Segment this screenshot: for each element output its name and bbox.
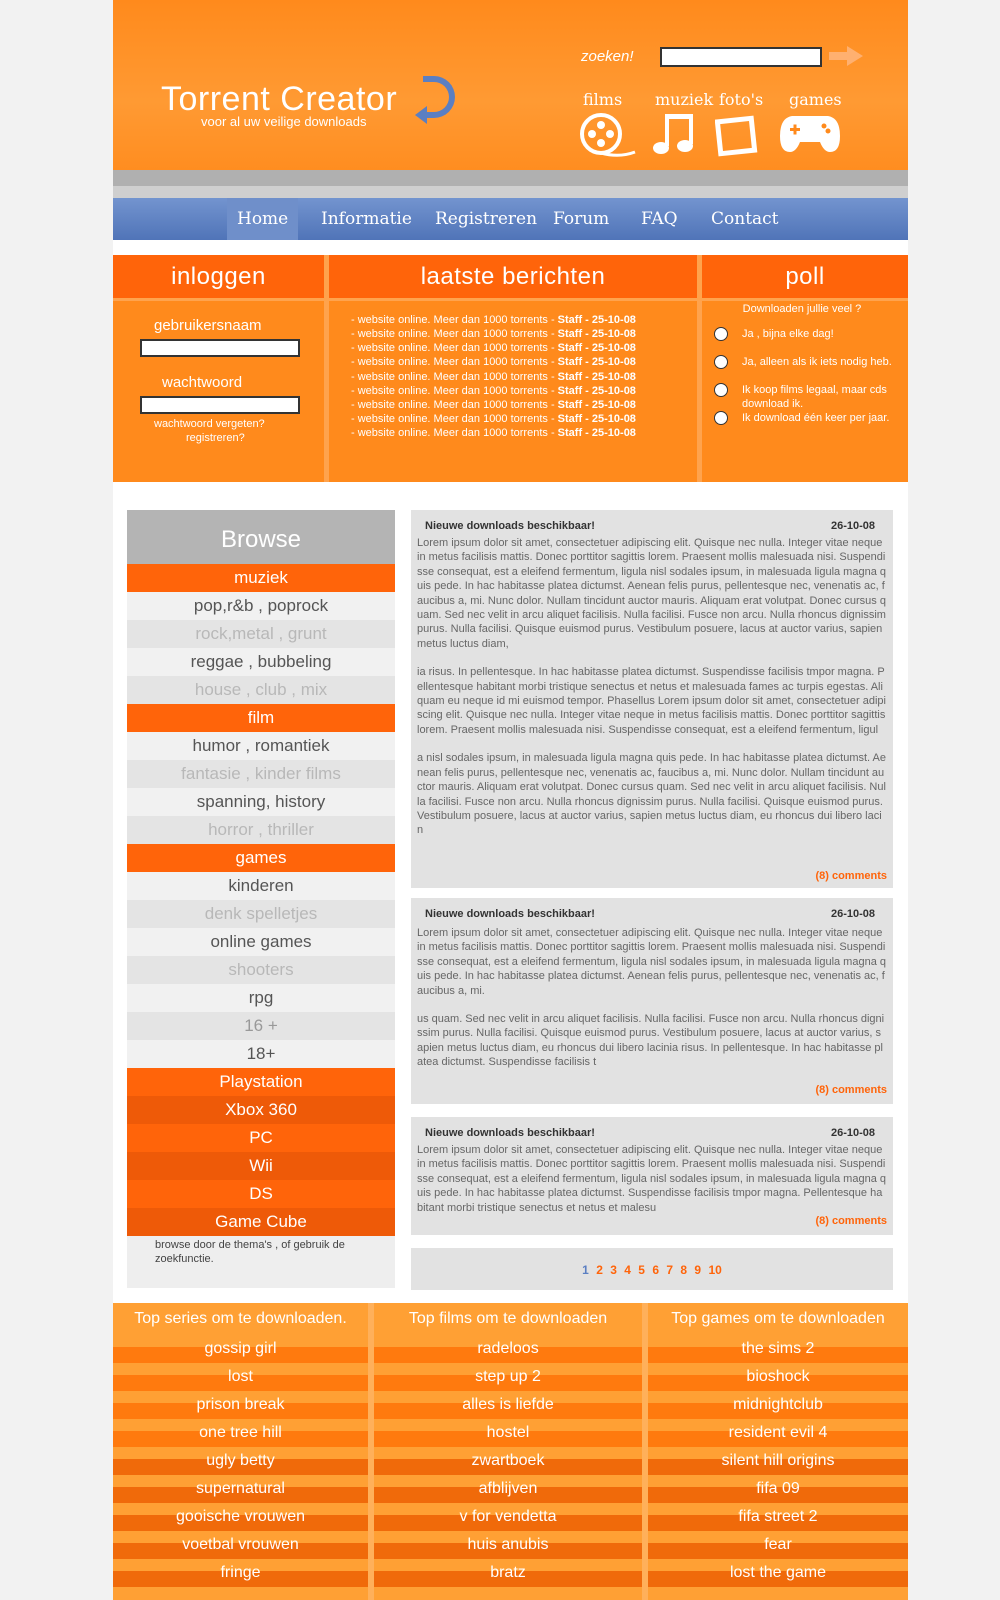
category-films-label[interactable]: films — [583, 90, 623, 109]
post-date: 26-10-08 — [830, 908, 875, 920]
radio-button[interactable] — [714, 327, 728, 341]
post-body — [417, 536, 887, 852]
sidebar-platform[interactable]: Playstation — [127, 1068, 395, 1096]
news-post — [411, 510, 893, 888]
category-games-label[interactable]: games — [789, 90, 842, 109]
top-series-item[interactable]: ugly betty — [113, 1447, 368, 1475]
forgot-password-link[interactable]: wachtwoord vergeten? — [154, 418, 265, 430]
sidebar-item[interactable]: house , club , mix — [127, 676, 395, 704]
post-paragraph: Lorem ipsum dolor sit amet, consectetuer adipiscing elit. Quisque nec nulla. Integer vitae neque in metus facilisis mattis. Donec porttitor sagittis lorem. Praesent mollis malesuada nisi. Suspendisse consequat, est a eleifend fermentum, ligula nisl sodales ipsum, in malesuada ligula magna quis pede. In hac habitasse platea dictumst. Suspendisse facilisis tmpor magna. Pellentesque habitant morbi tristique senectus et netus et malesu — [417, 1144, 886, 1214]
username-input[interactable] — [140, 339, 300, 357]
top-games-column — [648, 1303, 908, 1600]
news-item[interactable]: - website online. Meer dan 1000 torrents - Staff - 25-10-08 — [351, 356, 636, 368]
pagination — [411, 1248, 893, 1290]
sidebar-item[interactable]: reggae , bubbeling — [127, 648, 395, 676]
top-films-column — [374, 1303, 642, 1600]
password-input[interactable] — [140, 396, 300, 414]
username-label: gebruikersnaam — [154, 317, 262, 334]
nav-forum[interactable]: Forum — [553, 209, 610, 229]
page-link[interactable]: 7 — [666, 1263, 674, 1277]
poll-question: Downloaden jullie veel ? — [742, 303, 862, 315]
post-comments-link[interactable]: (8) comments — [815, 1215, 887, 1227]
nav-informatie[interactable]: Informatie — [321, 209, 412, 229]
sidebar-cat-film[interactable]: film — [127, 704, 395, 732]
top-series-column — [113, 1303, 368, 1600]
news-post — [411, 898, 893, 1104]
post-body — [417, 926, 887, 1084]
news-item[interactable]: - website online. Meer dan 1000 torrents - Staff - 25-10-08 — [351, 314, 636, 326]
top-films-title: Top films om te downloaden — [408, 1310, 608, 1327]
header — [113, 0, 908, 170]
page-link[interactable]: 3 — [610, 1263, 617, 1277]
login-box — [113, 255, 324, 482]
logo-arrow-icon — [423, 76, 455, 118]
post-paragraph: Lorem ipsum dolor sit amet, consectetuer adipiscing elit. Quisque nec nulla. Integer vitae neque in metus facilisis mattis. Donec porttitor sagittis lorem. Praesent mollis malesuada nisi. Suspendisse consequat, est a eleifend fermentum, ligula nisl sodales ipsum, in malesuada ligula magna quis pede. In hac habitasse platea dictumst. Aenean felis purus, pellentesque nec, venenatis ac, faucibus a, mi. — [417, 927, 886, 997]
nav-registreren[interactable]: Registreren — [435, 209, 538, 229]
password-label: wachtwoord — [162, 374, 243, 391]
page-link[interactable]: 10 — [708, 1263, 722, 1277]
poll-option[interactable]: Ja, alleen als ik iets nodig heb. — [714, 355, 902, 369]
register-link[interactable]: registreren? — [186, 432, 245, 444]
film-reel-icon[interactable] — [579, 112, 639, 160]
sidebar-item[interactable]: online games — [127, 928, 395, 956]
page-link[interactable]: 1 — [582, 1263, 589, 1277]
post-comments-link[interactable]: (8) comments — [815, 870, 887, 882]
poll-option[interactable]: Ik koop films legaal, maar cds download ik. — [714, 383, 902, 411]
page-link[interactable]: 9 — [694, 1263, 702, 1277]
top-films-item[interactable]: radeloos — [374, 1335, 642, 1363]
login-separator — [113, 298, 324, 301]
top-films-item[interactable]: hostel — [374, 1419, 642, 1447]
poll-option[interactable]: Ik download één keer per jaar. — [714, 411, 902, 425]
news-item[interactable]: - website online. Meer dan 1000 torrents - Staff - 25-10-08 — [351, 342, 636, 354]
top-films-item[interactable]: v for vendetta — [374, 1503, 642, 1531]
post-title[interactable]: Nieuwe downloads beschikbaar! — [425, 908, 595, 920]
news-box — [329, 255, 697, 482]
news-item[interactable]: - website online. Meer dan 1000 torrents - Staff - 25-10-08 — [351, 427, 636, 439]
sidebar-cat-muziek[interactable]: muziek — [127, 564, 395, 592]
news-post — [411, 1117, 893, 1235]
nav-contact[interactable]: Contact — [711, 209, 779, 229]
sidebar-platform[interactable]: Wii — [127, 1152, 395, 1180]
sidebar-item[interactable]: shooters — [127, 956, 395, 984]
post-paragraph: a nisl sodales ipsum, in malesuada ligula magna quis pede. In hac habitasse platea dictumst. Aenean felis purus, pellentesque nec, venenatis ac, faucibus a, mi. Nunc dolor. Nullam tincidunt auctor mauris. Aliquam erat volutpat. Donec cursus quam. Sed nec velit in arcu aliquet facilisis. Nulla facilisi. Fusce non arcu. Nulla rhoncus dignissim purus. Nulla facilisi. Quisque euismod purus. Vestibulum posuere, lacus at auctor varius, sapien metus luctus diam, eu rhoncus dui libero lacin — [417, 752, 887, 837]
search-arrow-icon[interactable] — [829, 44, 865, 68]
news-item[interactable]: - website online. Meer dan 1000 torrents - Staff - 25-10-08 — [351, 385, 636, 397]
sidebar-platform[interactable]: DS — [127, 1180, 395, 1208]
sidebar-item[interactable]: 18+ — [127, 1040, 395, 1068]
poll-separator — [702, 298, 908, 301]
login-title: inloggen — [113, 255, 324, 298]
sidebar-item[interactable]: fantasie , kinder films — [127, 760, 395, 788]
sidebar-item[interactable]: humor , romantiek — [127, 732, 395, 760]
top-games-item[interactable]: fear — [648, 1531, 908, 1559]
poll-title: poll — [702, 255, 908, 298]
sidebar-item[interactable]: 16 + — [127, 1012, 395, 1040]
top-games-item[interactable]: bioshock — [648, 1363, 908, 1391]
news-item[interactable]: - website online. Meer dan 1000 torrents - Staff - 25-10-08 — [351, 371, 636, 383]
top-films-item[interactable]: huis anubis — [374, 1531, 642, 1559]
top-series-item[interactable]: gooische vrouwen — [113, 1503, 368, 1531]
top-series-item[interactable]: one tree hill — [113, 1419, 368, 1447]
top-games-item[interactable]: fifa street 2 — [648, 1503, 908, 1531]
poll-option[interactable]: Ja , bijna elke dag! — [714, 327, 902, 341]
top-films-item[interactable]: afblijven — [374, 1475, 642, 1503]
post-paragraph: Lorem ipsum dolor sit amet, consectetuer adipiscing elit. Quisque nec nulla. Integer vitae neque in metus facilisis mattis. Donec porttitor sagittis lorem. Praesent mollis malesuada nisi. Suspendisse consequat, est a eleifend fermentum, ligula nisl sodales ipsum, in malesuada ligula magna quis pede. In hac habitasse platea dictumst. Aenean felis purus, pellentesque nec, venenatis ac, faucibus a, mi. Nunc dolor. Nullam tincidunt auctor mauris. Aliquam erat volutpat. Donec cursus quam. Sed nec velit in arcu aliquet facilisis. Nulla facilisi. Fusce non arcu. Nulla rhoncus dignissim purus. Nulla facilisi. Quisque euismod purus. Vestibulum posuere, lacus at auctor varius, sapien metus luctus diam, — [417, 537, 886, 650]
radio-button[interactable] — [714, 355, 728, 369]
sidebar-item[interactable]: kinderen — [127, 872, 395, 900]
sidebar-item[interactable]: rock,metal , grunt — [127, 620, 395, 648]
main-nav — [113, 198, 908, 240]
news-item[interactable]: - website online. Meer dan 1000 torrents - Staff - 25-10-08 — [351, 399, 636, 411]
news-title: laatste berichten — [329, 255, 697, 298]
top-games-title: Top games om te downloaden — [671, 1310, 885, 1327]
post-date: 26-10-08 — [830, 1127, 875, 1139]
sidebar-cat-games[interactable]: games — [127, 844, 395, 872]
radio-button[interactable] — [714, 383, 728, 397]
top-films-item[interactable]: bratz — [374, 1559, 642, 1587]
browse-title: Browse — [127, 510, 395, 564]
nav-faq[interactable]: FAQ — [641, 209, 678, 229]
sidebar-item[interactable]: horror , thriller — [127, 816, 395, 844]
top-series-item[interactable]: fringe — [113, 1559, 368, 1587]
post-paragraph: ia risus. In pellentesque. In hac habitasse platea dictumst. Suspendisse facilisis tmpor magna. Pellentesque habitant morbi tristique senectus et netus et malesuada fames ac turpis egestas. Aliquam eu neque id mi euismod tempor. Phasellus Lorem ipsum dolor sit amet, consectetuer adipiscing elit. Quisque nec nulla. Integer vitae neque in metus facilisis mattis. Donec porttitor sagittis lorem. Praesent mollis malesuada nisi. Suspendisse consequat, est a eleifend fermentum, ligul — [417, 666, 886, 736]
site-logo[interactable]: Torrent Creator — [161, 80, 398, 118]
top-series-item[interactable]: gossip girl — [113, 1335, 368, 1363]
page-link[interactable]: 2 — [596, 1263, 603, 1277]
search-input[interactable] — [660, 47, 822, 67]
site-container — [113, 0, 908, 1600]
logo-arrowhead-icon — [415, 106, 427, 124]
nav-home[interactable]: Home — [227, 198, 298, 240]
sidebar-platform[interactable]: Xbox 360 — [127, 1096, 395, 1124]
photo-frame-icon[interactable] — [715, 112, 763, 158]
top-films-item[interactable]: step up 2 — [374, 1363, 642, 1391]
post-title[interactable]: Nieuwe downloads beschikbaar! — [425, 1127, 595, 1139]
top-series-item[interactable]: supernatural — [113, 1475, 368, 1503]
top-lists — [113, 1303, 908, 1600]
page-link[interactable]: 6 — [652, 1263, 660, 1277]
top-games-item[interactable]: resident evil 4 — [648, 1419, 908, 1447]
news-item[interactable]: - website online. Meer dan 1000 torrents - Staff - 25-10-08 — [351, 328, 636, 340]
poll-box — [702, 255, 908, 482]
top-series-item[interactable]: lost — [113, 1363, 368, 1391]
news-separator — [329, 298, 697, 301]
sidebar-note: browse door de thema's , of gebruik de zoekfunctie. — [155, 1239, 345, 1265]
search-label: zoeken! — [581, 48, 634, 65]
top-games-item[interactable]: the sims 2 — [648, 1335, 908, 1363]
top-games-item[interactable]: midnightclub — [648, 1391, 908, 1419]
header-divider — [113, 170, 908, 186]
top-games-item[interactable]: fifa 09 — [648, 1475, 908, 1503]
post-title[interactable]: Nieuwe downloads beschikbaar! — [425, 520, 595, 532]
browse-sidebar — [127, 510, 395, 1288]
post-date: 26-10-08 — [830, 520, 875, 532]
music-note-icon[interactable] — [651, 112, 699, 158]
page-link[interactable]: 8 — [680, 1263, 688, 1277]
site-slogan: voor al uw veilige downloads — [201, 114, 367, 129]
sidebar-item[interactable]: pop,r&b , poprock — [127, 592, 395, 620]
news-item[interactable]: - website online. Meer dan 1000 torrents - Staff - 25-10-08 — [351, 413, 636, 425]
category-fotos-label[interactable]: foto's — [719, 90, 764, 109]
header-divider-light — [113, 186, 908, 198]
top-films-item[interactable]: zwartboek — [374, 1447, 642, 1475]
radio-button[interactable] — [714, 411, 728, 425]
top-films-item[interactable]: alles is liefde — [374, 1391, 642, 1419]
top-series-item[interactable]: prison break — [113, 1391, 368, 1419]
top-series-item[interactable]: voetbal vrouwen — [113, 1531, 368, 1559]
page-link[interactable]: 5 — [638, 1263, 645, 1277]
sidebar-item[interactable]: denk spelletjes — [127, 900, 395, 928]
gamepad-icon[interactable] — [778, 112, 842, 154]
sidebar-platform[interactable]: Game Cube — [127, 1208, 395, 1236]
category-muziek-label[interactable]: muziek — [655, 90, 714, 109]
top-games-item[interactable]: silent hill origins — [648, 1447, 908, 1475]
sidebar-item[interactable]: spanning, history — [127, 788, 395, 816]
sidebar-item[interactable]: rpg — [127, 984, 395, 1012]
post-comments-link[interactable]: (8) comments — [815, 1084, 887, 1096]
top-series-title: Top series om te downloaden. — [134, 1310, 347, 1327]
sidebar-platform[interactable]: PC — [127, 1124, 395, 1152]
page-link[interactable]: 4 — [624, 1263, 631, 1277]
post-paragraph: us quam. Sed nec velit in arcu aliquet facilisis. Nulla facilisi. Fusce non arcu. Nulla rhoncus dignissim purus. Nulla facilisi. Quisque euismod purus. Vestibulum posuere, lacus at auctor varius, sapien metus luctus diam, eu rhoncus dui libero lacinia risus. In pellentesque. In hac habitasse platea dictumst. Suspendisse facilisis t — [417, 1013, 885, 1069]
top-games-item[interactable]: lost the game — [648, 1559, 908, 1587]
